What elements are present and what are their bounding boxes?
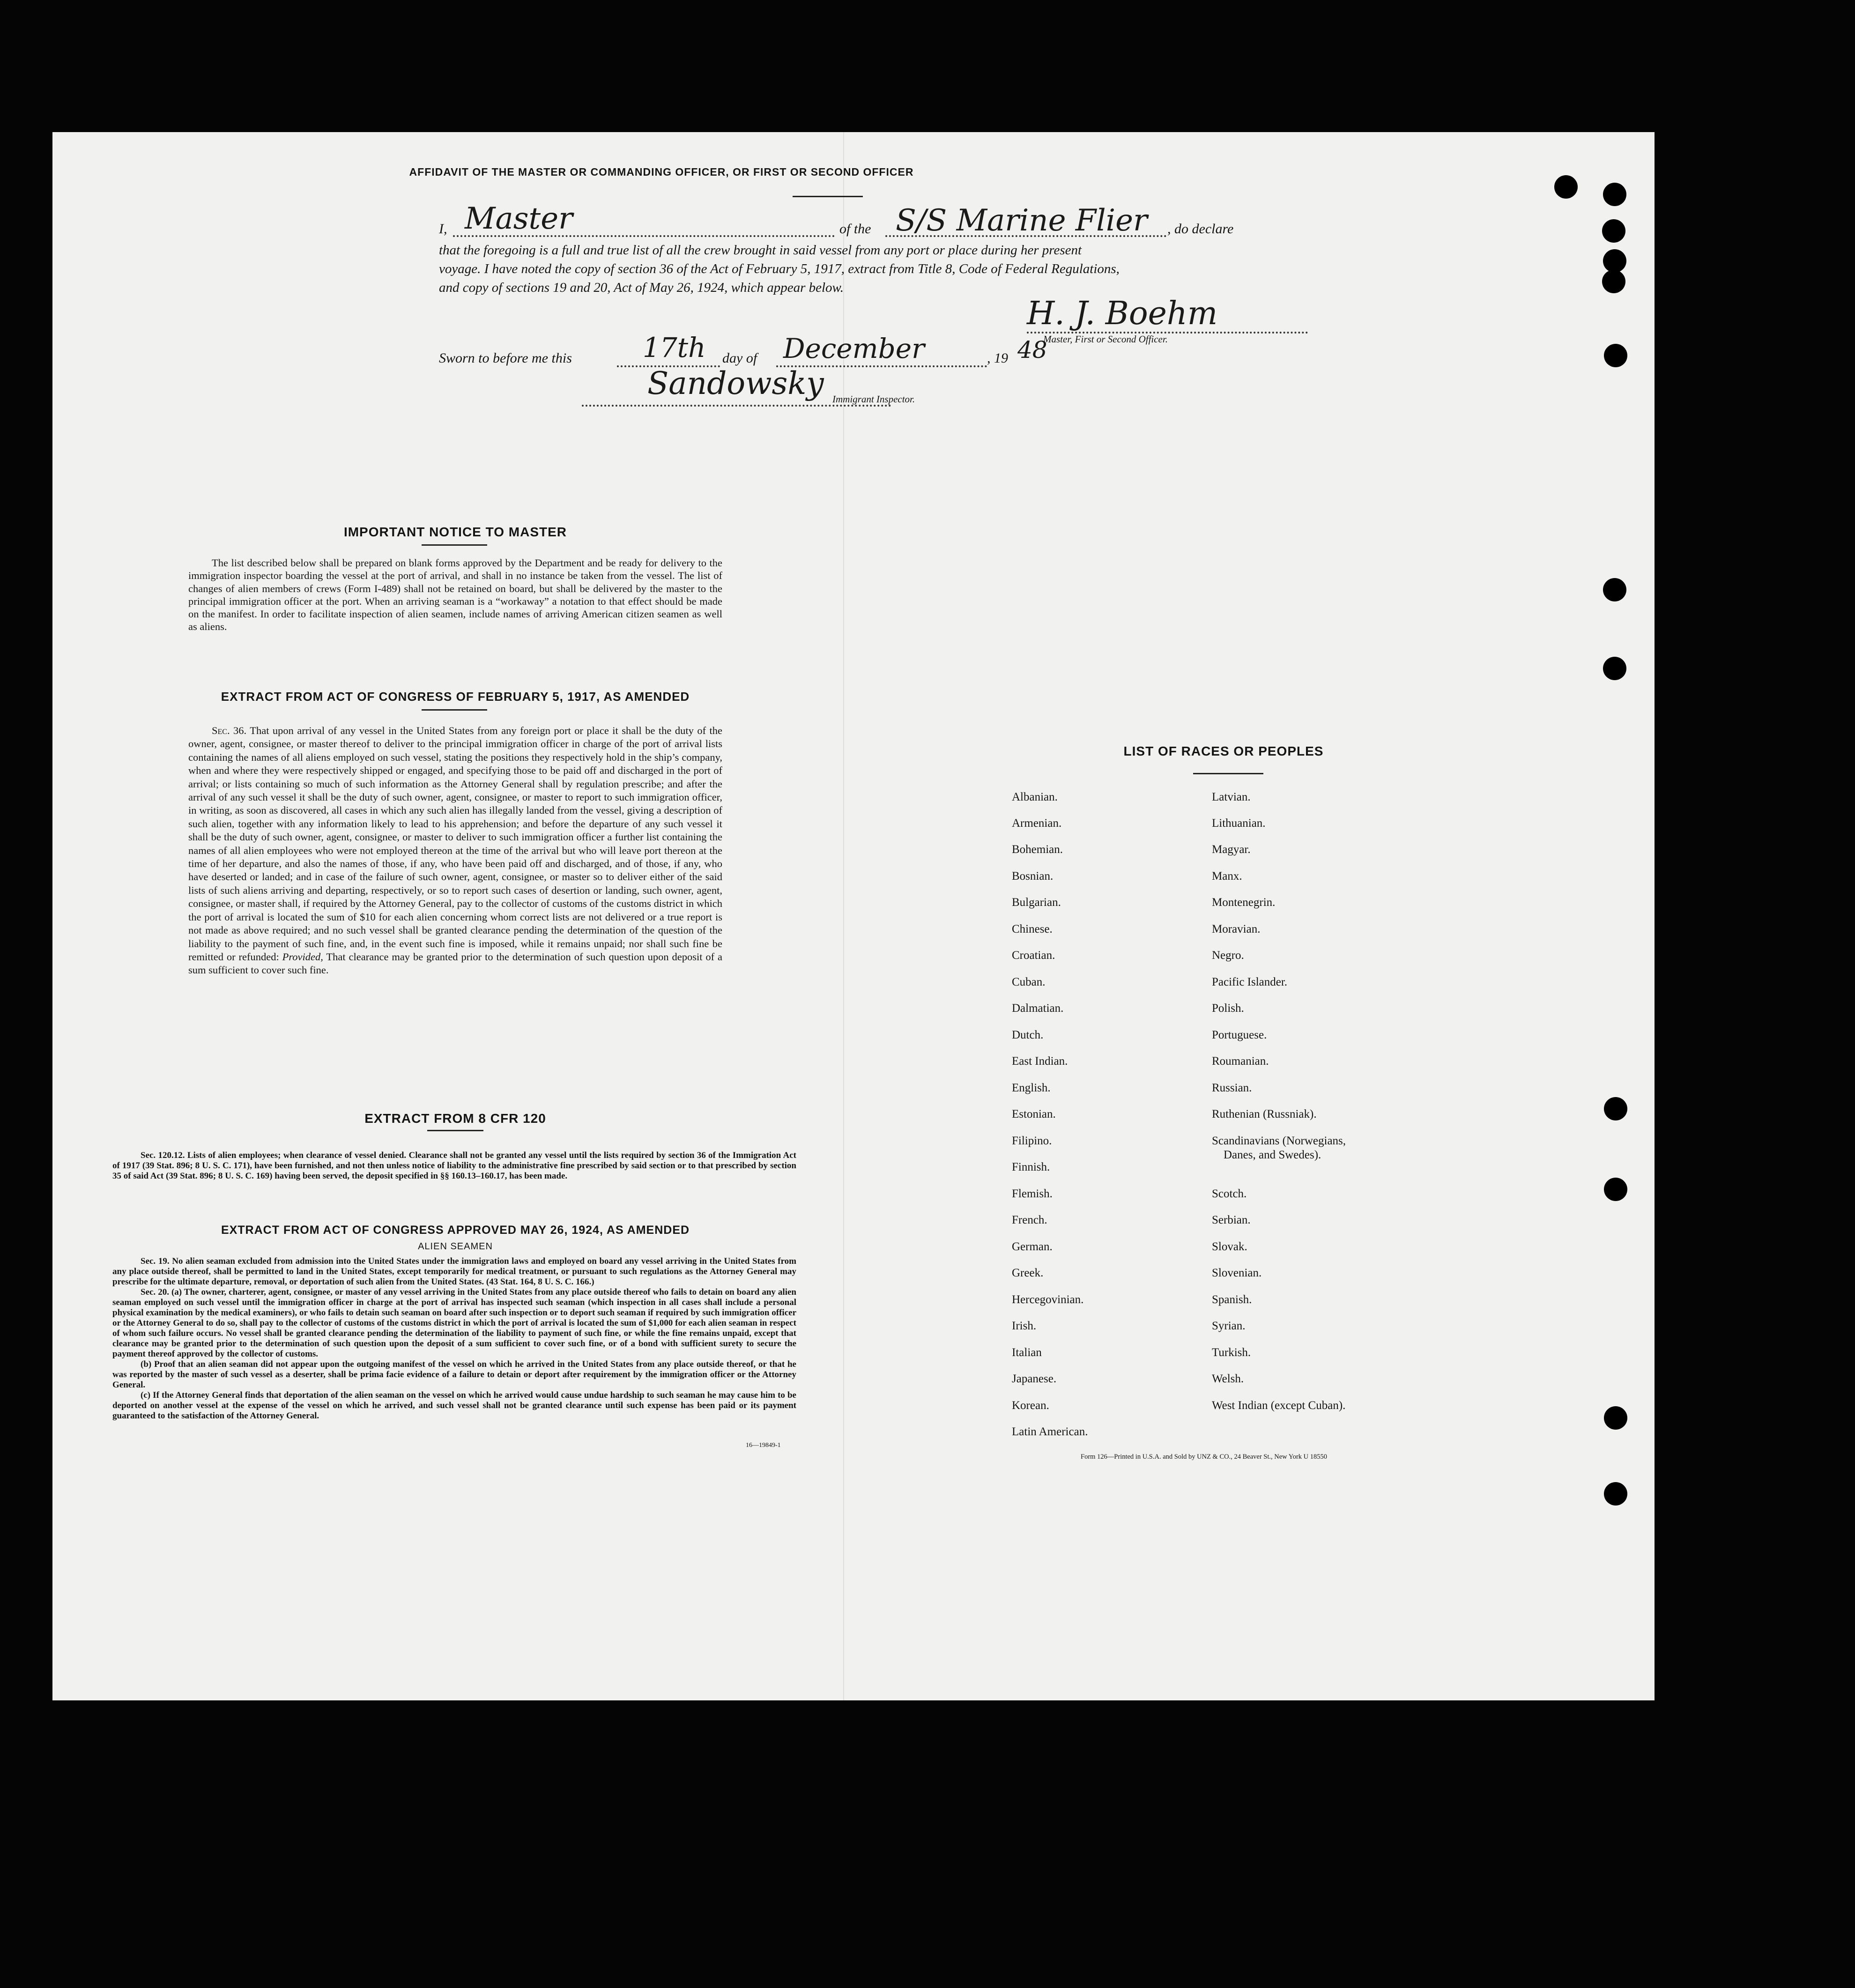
race-item: Latin American. bbox=[1012, 1425, 1088, 1438]
race-item: Roumanian. bbox=[1212, 1055, 1269, 1068]
races-title: LIST OF RACES OR PEOPLES bbox=[1123, 744, 1324, 758]
punch-hole bbox=[1603, 183, 1626, 206]
race-item: Serbian. bbox=[1212, 1214, 1251, 1226]
race-item: Portuguese. bbox=[1212, 1029, 1267, 1041]
month-handwritten: December bbox=[783, 333, 925, 364]
sec-36-text: That upon arrival of any vessel in the United States from any foreign port or place it shall be the duty of the owner, agent, consignee, or master thereof to deliver to the principal immigration officer in charge of the port of arrival lists containing the names of all aliens employed on such vessel, stating the positions they respectively hold in the ship’s company, when and where they were respectively shipped or engaged, and specifying those to be paid off and discharged in the port of arrival; or lists containing so much of such information as the Attorney General shall by regulation prescribe; and after the arrival of any such vessel it shall be the duty of such owner, agent, consignee, or master to report to such immigration officer, in writing, as soon as discovered, all cases in which any such alien has illegally landed from the vessel, giving a description of such alien, together with any information likely to lead to his apprehension; and before the departure of any such vessel it shall be the duty of such owner, agent, consignee, or master to deliver to such immigration officer a further list containing the names of all alien employees who were not employed thereon at the time of the arrival but who will leave port thereon at the time of her departure, and also the names of those, if any, who have been paid off and discharged, and of those, if any, who have deserted or landed; and in case of the failure of such owner, agent, consignee, or master so to deliver either of the said lists of such aliens arriving and departing, respectively, or so to report such cases of desertion or landing, such owner, agent, consignee, or master shall, if required by the Attorney General, pay to the collector of customs of the customs district in which the port of arrival is located the sum of $10 for each alien concerning whom correct lists are not delivered or a true report is not made as above required; and no such vessel shall be granted clearance pending the determination of the question of the liability to the payment of such fine, and, in the event such fine is imposed, while it remains unpaid; nor shall such fine be remitted or refunded: bbox=[188, 725, 723, 963]
race-item: Albanian. bbox=[1012, 791, 1058, 803]
race-item: Latvian. bbox=[1212, 791, 1251, 803]
year-prefix: , 19 bbox=[987, 350, 1008, 366]
race-item: Manx. bbox=[1212, 870, 1242, 883]
extract-1917-rule bbox=[422, 709, 487, 711]
sec-19: Sec. 19. No alien seaman excluded from admission into the United States under the immigration laws and employed on board any vessel arriving in the United States from any place outside thereof, shall be permitted to land in the United States, except temporarily for medical treatment, or pursuant to such regulations as the Attorney General may prescribe for the ultimate departure, removal, or deportation of such alien from the United States. (43 Stat. 164, 8 U. S. C. 166.) bbox=[112, 1256, 796, 1287]
punch-hole bbox=[1604, 1406, 1627, 1430]
master-signature: H. J. Boehm bbox=[1027, 295, 1218, 332]
race-item: Chinese. bbox=[1012, 923, 1053, 935]
race-item: Spanish. bbox=[1212, 1293, 1252, 1306]
signature-line bbox=[1027, 330, 1308, 334]
race-item: West Indian (except Cuban). bbox=[1212, 1399, 1346, 1412]
form-code: 16—19849-1 bbox=[746, 1442, 781, 1449]
officer-handwritten: Master bbox=[465, 201, 573, 236]
sec-36-label: Sec. 36. bbox=[212, 725, 247, 736]
race-item: Russian. bbox=[1212, 1082, 1252, 1094]
day-handwritten: 17th bbox=[643, 332, 706, 363]
races-rule bbox=[1193, 773, 1263, 774]
sworn-prefix: Sworn to before me this bbox=[439, 350, 572, 366]
race-item: Ruthenian (Russniak). bbox=[1212, 1108, 1317, 1120]
punch-hole bbox=[1554, 175, 1578, 199]
provided-word: Provided, bbox=[282, 950, 323, 963]
race-item: Bulgarian. bbox=[1012, 896, 1061, 909]
race-item: Slovak. bbox=[1212, 1240, 1247, 1253]
notice-title: IMPORTANT NOTICE TO MASTER bbox=[343, 525, 567, 539]
race-item: Danes, and Swedes). bbox=[1224, 1149, 1321, 1161]
heading-rule bbox=[793, 196, 863, 197]
extract-1924-body bbox=[112, 1256, 796, 1421]
inspector-signature: Sandowsky bbox=[647, 365, 824, 401]
affidavit-heading: AFFIDAVIT OF THE MASTER OR COMMANDING OFFICER, OR FIRST OR SECOND OFFICER bbox=[409, 166, 914, 178]
signature-caption: Master, First or Second Officer. bbox=[1043, 334, 1168, 345]
race-item: Greek. bbox=[1012, 1267, 1044, 1279]
race-item: Syrian. bbox=[1212, 1320, 1246, 1332]
race-item: Lithuanian. bbox=[1212, 817, 1266, 830]
race-item: Moravian. bbox=[1212, 923, 1261, 935]
race-item: Japanese. bbox=[1012, 1372, 1057, 1385]
day-of-text: day of bbox=[722, 350, 757, 366]
extract-1917-body bbox=[188, 724, 722, 977]
race-item: Armenian. bbox=[1012, 817, 1062, 830]
year-handwritten: 48 bbox=[1017, 336, 1047, 363]
inspector-caption: Immigrant Inspector. bbox=[832, 393, 915, 405]
race-item: Bosnian. bbox=[1012, 870, 1054, 883]
race-item: English. bbox=[1012, 1082, 1051, 1094]
extract-cfr-body: Sec. 120.12. Lists of alien employees; when clearance of vessel denied. Clearance shall not be granted any vessel until the lists required by section 36 of the Immigration Act of 1917 (39 Stat. 896; 8 U. S. C. 171), have been furnished, and not then unless notice of liability to the administrative fine prescribed by said section or to that prescribed by section 35 of said Act (39 Stat. 896; 8 U. S. C. 169) having been served, the deposit specified in §§ 160.13–160.17, has been made. bbox=[112, 1150, 796, 1181]
extract-cfr-rule bbox=[427, 1130, 483, 1131]
extract-1924-subtitle: ALIEN SEAMEN bbox=[418, 1241, 493, 1252]
notice-body: The list described below shall be prepared on blank forms approved by the Department and be ready for delivery to the immigration inspector boarding the vessel at the port of arrival, and shall in no instance be taken from the vessel. The list of changes of alien members of crews (Form I-489) shall not be retained on board, but shall be delivered by the master to the principal immigration officer at the port. When an arriving seaman is a “workaway” a notation to that effect should be made on the manifest. In order to facilitate inspection of alien seamen, include names of arriving American citizen seamen as well as aliens. bbox=[188, 557, 722, 633]
affidavit-body-1: that the foregoing is a full and true list of all the crew brought in said vessel from any port or place during her present bbox=[439, 243, 1082, 258]
extract-1917-title: EXTRACT FROM ACT OF CONGRESS OF FEBRUARY 5, 1917, AS AMENDED bbox=[221, 690, 690, 704]
punch-hole bbox=[1604, 344, 1627, 367]
race-item: Dalmatian. bbox=[1012, 1002, 1064, 1015]
extract-cfr-title: EXTRACT FROM 8 CFR 120 bbox=[364, 1111, 546, 1126]
race-item: Montenegrin. bbox=[1212, 896, 1276, 909]
do-declare-text: , do declare bbox=[1167, 221, 1234, 237]
form-page bbox=[52, 132, 1655, 1700]
race-item: Welsh. bbox=[1212, 1372, 1244, 1385]
punch-hole bbox=[1604, 1482, 1627, 1506]
punch-hole bbox=[1604, 1097, 1627, 1120]
race-item: Scandinavians (Norwegians, bbox=[1212, 1135, 1346, 1147]
sec-20a: Sec. 20. (a) The owner, charterer, agent, consignee, or master of any vessel arriving in the United States from any place outside thereof who fails to detain on board any alien seaman employed on such vessel until the immigration officer in charge at the port of arrival has inspected such seaman (which inspection in all cases shall include a personal physical examination by the medical examiners), or who fails to detain such seaman on board after such inspection or to deport such seaman if required by such immigration officer or the Attorney General to do so, shall pay to the collector of customs of the customs district in which the port of arrival is located the sum of $1,000 for each alien seaman in respect of whom such failure occurs. No vessel shall be granted clearance pending the determination of the liability to payment of such fine, or while the fine remains unpaid, except that clearance may be granted prior to the determination of such question upon the deposit of a sum sufficient to cover such fine, or of a bond with sufficient surety to secure the payment thereof approved by the collector of customs. bbox=[112, 1287, 796, 1359]
race-item: Polish. bbox=[1212, 1002, 1244, 1015]
race-item: Magyar. bbox=[1212, 843, 1251, 856]
race-item: Cuban. bbox=[1012, 976, 1046, 988]
affidavit-body-2: voyage. I have noted the copy of section 36 of the Act of February 5, 1917, extract from Title 8, Code of Federal Regulations, bbox=[439, 261, 1120, 276]
fold-line bbox=[843, 132, 844, 1700]
punch-hole bbox=[1604, 1178, 1627, 1201]
race-item: Filipino. bbox=[1012, 1135, 1052, 1147]
punch-hole bbox=[1602, 270, 1625, 293]
race-item: German. bbox=[1012, 1240, 1053, 1253]
race-item: Italian bbox=[1012, 1346, 1042, 1359]
sec-36-proviso: That clearance may be granted prior to the determination of such question upon deposit of a sum sufficient to cover such fine. bbox=[188, 950, 723, 976]
of-the-text: of the bbox=[839, 221, 871, 237]
extract-1924-title: EXTRACT FROM ACT OF CONGRESS APPROVED MAY 26, 1924, AS AMENDED bbox=[221, 1224, 690, 1237]
affidavit-body-3: and copy of sections 19 and 20, Act of May 26, 1924, which appear below. bbox=[439, 280, 844, 295]
race-item: Croatian. bbox=[1012, 949, 1055, 962]
race-item: French. bbox=[1012, 1214, 1047, 1226]
race-item: Korean. bbox=[1012, 1399, 1049, 1412]
race-item: East Indian. bbox=[1012, 1055, 1068, 1068]
race-item: Hercegovinian. bbox=[1012, 1293, 1084, 1306]
punch-hole bbox=[1603, 249, 1626, 273]
race-item: Bohemian. bbox=[1012, 843, 1063, 856]
race-item: Slovenian. bbox=[1212, 1267, 1262, 1279]
printer-footer: Form 126—Printed in U.S.A. and Sold by UNZ & CO., 24 Beaver St., New York U 18550 bbox=[1081, 1453, 1328, 1461]
sec-20b: (b) Proof that an alien seaman did not appear upon the outgoing manifest of the vessel on which he arrived in the United States from any place outside thereof, or that he was reported by the master of such vessel as a deserter, shall be prima facie evidence of a failure to detain or deport after requirement by the immigration officer or the Attorney General. bbox=[112, 1359, 796, 1390]
punch-hole bbox=[1603, 578, 1626, 601]
sec-20c: (c) If the Attorney General finds that deportation of the alien seaman on the vessel on which he arrived would cause undue hardship to such seaman he may cause him to be deported on another vessel at the expense of the vessel on which he arrived, and such vessel shall not be granted clearance until such expense has been paid or its payment guaranteed to the satisfaction of the Attorney General. bbox=[112, 1390, 796, 1421]
i-prefix: I, bbox=[439, 221, 447, 237]
race-item: Finnish. bbox=[1012, 1161, 1050, 1173]
race-item: Dutch. bbox=[1012, 1029, 1044, 1041]
race-item: Scotch. bbox=[1212, 1187, 1247, 1200]
race-item: Negro. bbox=[1212, 949, 1244, 962]
race-item: Turkish. bbox=[1212, 1346, 1251, 1359]
vessel-handwritten: S/S Marine Flier bbox=[896, 203, 1148, 238]
race-item: Flemish. bbox=[1012, 1187, 1053, 1200]
race-item: Pacific Islander. bbox=[1212, 976, 1288, 988]
notice-rule bbox=[422, 544, 487, 546]
punch-hole bbox=[1603, 657, 1626, 680]
race-item: Estonian. bbox=[1012, 1108, 1056, 1120]
race-item: Irish. bbox=[1012, 1320, 1037, 1332]
punch-hole bbox=[1602, 219, 1625, 243]
